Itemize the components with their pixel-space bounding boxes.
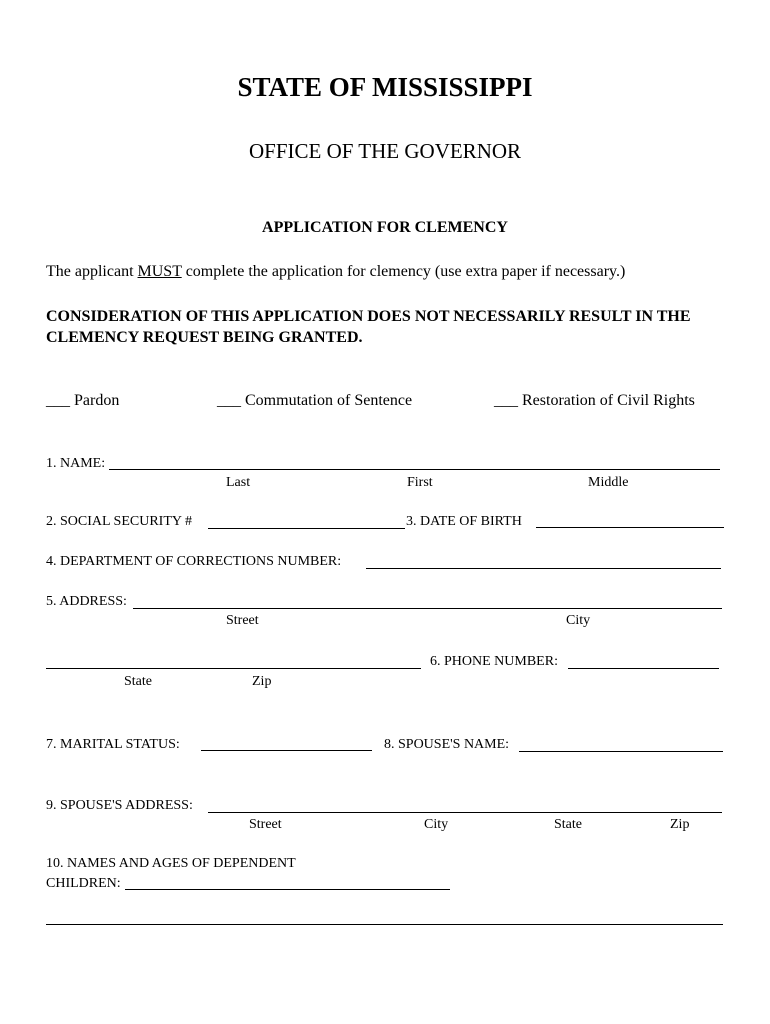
marital-status-label: 7. MARITAL STATUS:: [46, 737, 180, 752]
address-street-caption: Street: [226, 613, 259, 628]
dependents-extra-line[interactable]: [46, 924, 723, 925]
form-title: APPLICATION FOR CLEMENCY: [262, 219, 508, 236]
address-state-zip-field[interactable]: [46, 668, 421, 669]
dependents-field[interactable]: [125, 889, 450, 890]
ssn-label: 2. SOCIAL SECURITY #: [46, 514, 192, 529]
option-restoration[interactable]: ___ Restoration of Civil Rights: [494, 392, 695, 409]
notice-text: CONSIDERATION OF THIS APPLICATION DOES NOT NECESSARILY RESULT IN THE CLEMENCY REQUEST BEING GRANTED.: [46, 308, 691, 346]
name-middle-caption: Middle: [588, 475, 629, 490]
ssn-field[interactable]: [208, 528, 405, 529]
spouse-name-field[interactable]: [519, 751, 723, 752]
spouse-address-field[interactable]: [208, 812, 722, 813]
address-label: 5. ADDRESS:: [46, 594, 127, 609]
spouse-address-street-caption: Street: [249, 817, 282, 832]
dob-field[interactable]: [536, 527, 724, 528]
office-heading: OFFICE OF THE GOVERNOR: [248, 139, 522, 163]
spouse-address-label: 9. SPOUSE'S ADDRESS:: [46, 798, 193, 813]
instructions-after: complete the application for clemency (use extra paper if necessary.): [181, 263, 626, 280]
instructions-emphasis: MUST: [137, 263, 182, 280]
address-state-caption: State: [124, 674, 152, 689]
phone-label: 6. PHONE NUMBER:: [430, 654, 558, 669]
doc-number-label: 4. DEPARTMENT OF CORRECTIONS NUMBER:: [46, 554, 342, 569]
marital-status-field[interactable]: [201, 750, 372, 751]
phone-field[interactable]: [568, 668, 719, 669]
dob-label: 3. DATE OF BIRTH: [406, 514, 522, 529]
spouse-address-city-caption: City: [424, 817, 449, 832]
address-street-city-field[interactable]: [133, 608, 722, 609]
option-pardon[interactable]: ___ Pardon: [46, 392, 120, 409]
address-city-caption: City: [566, 613, 591, 628]
spouse-name-label: 8. SPOUSE'S NAME:: [384, 737, 510, 752]
name-label: 1. NAME:: [46, 456, 106, 471]
address-zip-caption: Zip: [252, 674, 272, 689]
instructions: [46, 263, 625, 281]
doc-number-field[interactable]: [366, 568, 721, 569]
spouse-address-zip-caption: Zip: [670, 817, 690, 832]
page-title: STATE OF MISSISSIPPI: [237, 72, 533, 102]
name-first-caption: First: [407, 475, 433, 490]
instructions-before: The applicant: [46, 263, 138, 280]
name-last-caption: Last: [226, 475, 251, 490]
option-commutation[interactable]: ___ Commutation of Sentence: [217, 392, 413, 409]
dependents-label-line1: 10. NAMES AND AGES OF DEPENDENT: [46, 856, 296, 871]
spouse-address-state-caption: State: [554, 817, 582, 832]
dependents-label-line2: CHILDREN:: [46, 876, 121, 891]
name-field[interactable]: [109, 469, 720, 470]
